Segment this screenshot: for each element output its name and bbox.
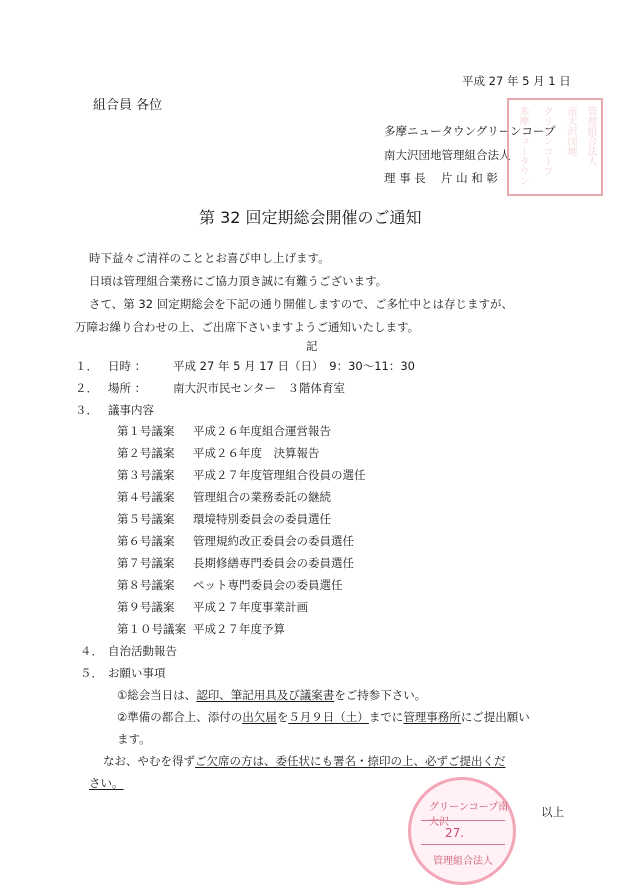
agenda-description: 管理規約改正委員会の委員選任	[193, 534, 354, 548]
agenda-description: ペット専門委員会の委員選任	[193, 578, 343, 592]
announcement-line-2: 万障お繰り合わせの上、ご出席下さいますようご通知いたします。	[75, 320, 420, 334]
notice-title: 第 32 回定期総会開催のご通知	[199, 208, 422, 227]
document-date: 平成 27 年 5 月 1 日	[462, 74, 571, 88]
agenda-item	[117, 533, 354, 549]
agenda-number: 第２号議案	[117, 446, 175, 460]
agenda-number: 第３号議案	[117, 468, 175, 482]
agenda-description: 平成２６年度組合運営報告	[193, 424, 331, 438]
agenda-description: 環境特別委員会の委員選任	[193, 512, 331, 526]
agenda-item	[117, 577, 343, 593]
agenda-number: 第１号議案	[117, 424, 175, 438]
agenda-description: 長期修繕専門委員会の委員選任	[193, 556, 354, 570]
agenda-item	[117, 445, 320, 461]
item-2-value: 南大沢市民センター ３階体育室	[173, 381, 346, 395]
closing-line-2: さい。	[89, 776, 124, 790]
agenda-number: 第４号議案	[117, 490, 175, 504]
agenda-number: 第１０号議案	[117, 622, 186, 636]
greeting-line-2: 日頃は管理組合業務にご協力頂き誠に有難うございます。	[89, 274, 388, 288]
deadline-date: ５月９日（土）	[288, 710, 369, 724]
request-2: ②準備の都合上、添付の出欠届を５月９日（土）までに管理事務所にご提出願い	[117, 710, 530, 724]
agenda-number: 第８号議案	[117, 578, 175, 592]
agenda-item	[117, 555, 354, 571]
request-1-items: 認印、筆記用具及び議案書	[196, 688, 335, 702]
greeting-line-1: 時下益々ご清祥のこととお喜び申し上げます。	[89, 251, 330, 265]
agenda-description: 平成２６年度 決算報告	[193, 446, 320, 460]
item-4-number: ４．	[80, 644, 103, 658]
absence-instruction: ご欠席の方は、委任状にも署名・捺印の上、必ずご提出くだ	[195, 754, 506, 768]
item-5-number: ５．	[80, 666, 103, 680]
ki-heading: 記	[306, 339, 318, 353]
agenda-item	[117, 489, 331, 505]
announcement-line-1: さて、第 32 回定期総会を下記の通り開催しますので、ご多忙中とは存じますが、	[89, 297, 513, 311]
agenda-number: 第９号議案	[117, 600, 175, 614]
request-1: ①総会当日は、認印、筆記用具及び議案書をご持参下さい。	[117, 688, 427, 702]
agenda-description: 平成２７年度予算	[193, 622, 285, 636]
agenda-description: 平成２７年度事業計画	[193, 600, 308, 614]
item-2-number: ２．	[75, 381, 98, 395]
closing-line-1: なお、やむを得ずご欠席の方は、委任状にも署名・捺印の上、必ずご提出くだ	[103, 754, 506, 768]
agenda-item	[117, 423, 331, 439]
item-1-value: 平成 27 年 5 月 17 日（日） 9：30〜11：30	[173, 359, 415, 373]
item-1-label: 日時 ：	[108, 359, 147, 373]
item-2-label: 場所 ：	[108, 381, 147, 395]
corporate-seal-stamp: 多摩ニュータウン グリーンコープ 南大沢団地 管理組合法人	[507, 98, 603, 196]
agenda-item	[117, 599, 308, 615]
agenda-description: 平成２７年度管理組合役員の選任	[193, 468, 366, 482]
agenda-description: 管理組合の業務委託の継続	[193, 490, 331, 504]
item-4-label: 自治活動報告	[108, 644, 177, 658]
agenda-number: 第５号議案	[117, 512, 175, 526]
received-date-stamp: グリーンコープ南大沢 27. 管理組合法人	[408, 777, 516, 885]
agenda-item	[117, 467, 366, 483]
sender-corporation: 南大沢団地管理組合法人	[384, 148, 511, 162]
item-3-number: ３．	[75, 403, 98, 417]
item-3-label: 議事内容	[108, 403, 154, 417]
management-office: 管理事務所	[403, 710, 461, 724]
sender-organization: 多摩ニュータウングリーンコープ	[384, 124, 556, 138]
sender-chairman: 理 事 長 片 山 和 彰	[384, 171, 498, 185]
item-1-number: １．	[75, 359, 98, 373]
agenda-number: 第６号議案	[117, 534, 175, 548]
agenda-item	[117, 511, 331, 527]
attendance-form: 出欠届	[242, 710, 277, 724]
agenda-number: 第７号議案	[117, 556, 175, 570]
addressee: 組合員 各位	[93, 98, 163, 113]
request-2-continued: ます。	[117, 732, 151, 746]
end-mark: 以上	[541, 805, 564, 819]
agenda-item	[117, 621, 285, 637]
item-5-label: お願い事項	[108, 666, 166, 680]
